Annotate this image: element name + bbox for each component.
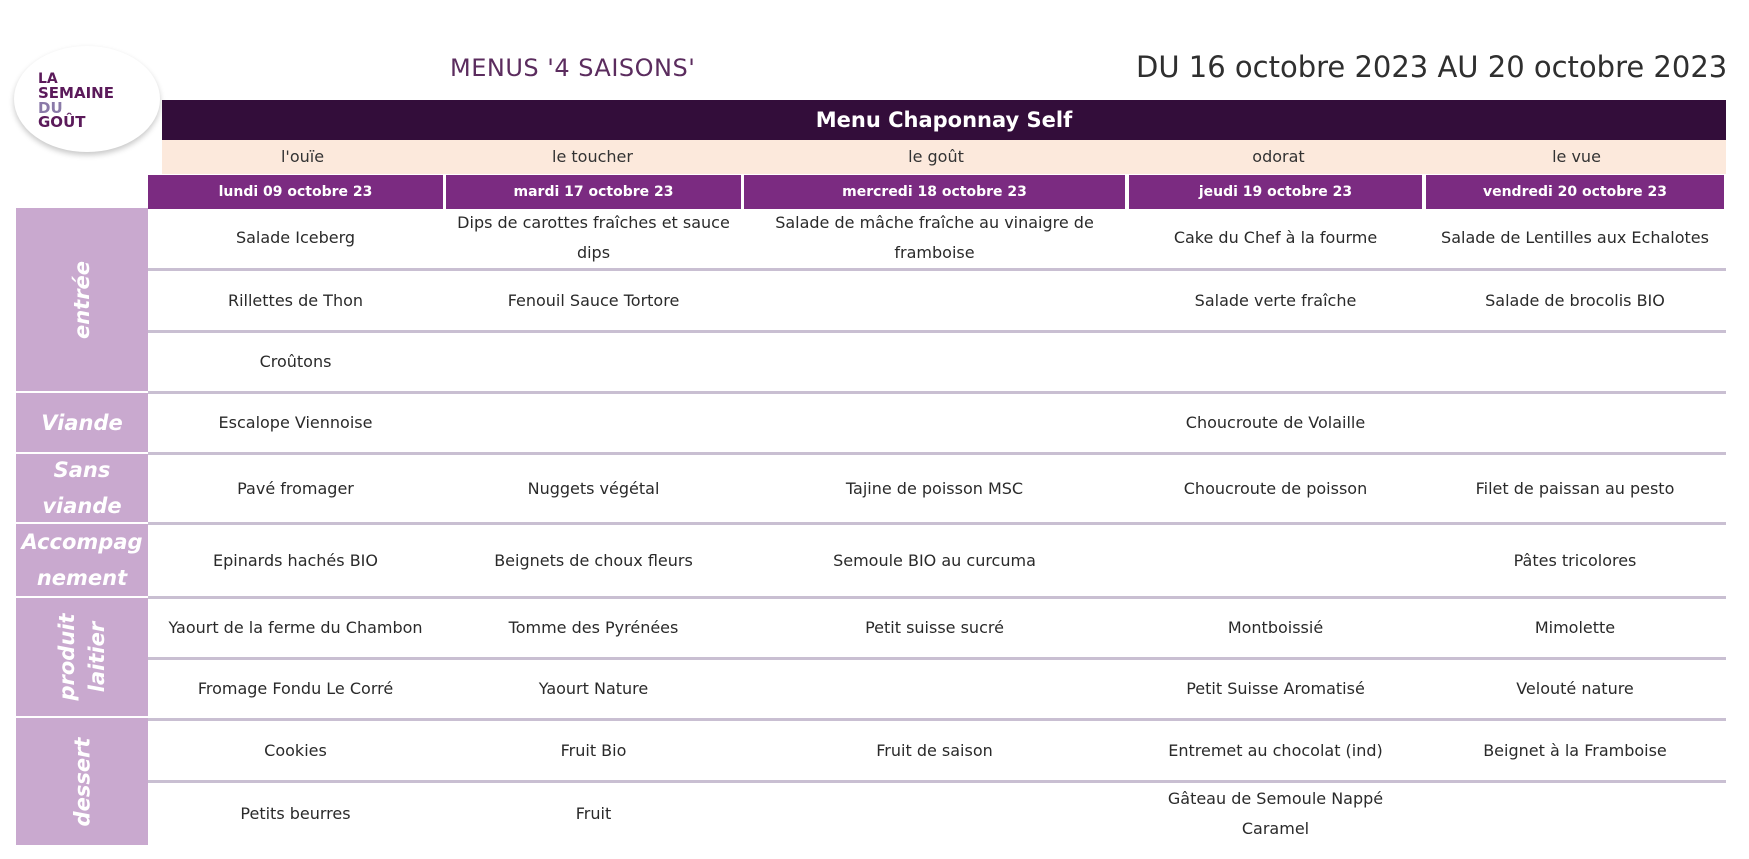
menu-cell: Croûtons — [259, 352, 332, 371]
menu-cell: Cookies — [264, 740, 327, 760]
menu-title: Menu Chaponnay Self — [162, 100, 1726, 140]
sense-label: le toucher — [552, 147, 633, 166]
menu-cell: Fenouil Sauce Tortore — [507, 290, 680, 310]
day-header: lundi 09 octobre 23 — [148, 175, 443, 209]
menu-cell: Velouté nature — [1516, 679, 1634, 698]
menu-row — [148, 208, 1726, 271]
menu-row — [148, 599, 1726, 660]
category-accompagnement: Accompag nement — [16, 524, 148, 596]
category-produit-laitier: produit laitier — [16, 598, 148, 716]
menu-row — [148, 333, 1726, 394]
date-range: DU 16 octobre 2023 AU 20 octobre 2023 — [1136, 50, 1728, 84]
menu-row — [148, 525, 1726, 599]
menu-row — [148, 660, 1726, 721]
logo-line: GOÛT — [38, 113, 86, 131]
menu-cell: Pavé fromager — [237, 478, 354, 498]
menu-cell — [1129, 525, 1422, 596]
menu-cell: Nuggets végétal — [527, 478, 660, 498]
category-viande: Viande — [16, 393, 148, 452]
menu-cell: Salade verte fraîche — [1194, 290, 1357, 310]
menu-cell: Tajine de poisson MSC — [845, 478, 1024, 498]
menu-cell: Mimolette — [1534, 618, 1616, 637]
menu-cell — [744, 271, 1125, 330]
menu-cell: Fruit Bio — [560, 740, 627, 760]
menu-cell: Salade de brocolis BIO — [1485, 290, 1665, 310]
menu-cell: Petits beurres — [240, 804, 351, 823]
menu-cell: Entremet au chocolat (ind) — [1168, 740, 1383, 760]
menu-cell — [744, 783, 1125, 845]
menu-cell: Gâteau de Semoule Nappé Caramel — [1167, 789, 1384, 838]
menu-cell — [1426, 783, 1724, 845]
menu-cell: Pâtes tricolores — [1513, 550, 1637, 570]
menu-row — [148, 783, 1726, 845]
logo-line: DU — [38, 99, 63, 117]
menu-cell: Escalope Viennoise — [218, 413, 373, 432]
menu-cell: Beignets de choux fleurs — [494, 550, 693, 570]
day-header: vendredi 20 octobre 23 — [1426, 175, 1724, 209]
menu-cell: Petit Suisse Aromatisé — [1186, 679, 1365, 698]
menu-row — [148, 721, 1726, 783]
menu-cell: Salade de Lentilles aux Echalotes — [1441, 228, 1709, 247]
day-header: mardi 17 octobre 23 — [446, 175, 741, 209]
logo-line: LA — [38, 71, 58, 87]
category-dessert: dessert — [16, 718, 148, 845]
menu-cell — [1426, 394, 1724, 452]
menu-cell: Semoule BIO au curcuma — [833, 550, 1036, 570]
menu-cell: Montboissié — [1227, 618, 1324, 637]
senses-row — [162, 140, 1726, 174]
menu-row — [148, 271, 1726, 333]
sense-label: le goût — [908, 147, 964, 166]
menu-cell: Fruit — [575, 804, 612, 823]
menu-cell — [1129, 333, 1422, 391]
semaine-du-gout-logo — [14, 46, 160, 152]
menu-cell: Tomme des Pyrénées — [508, 618, 679, 637]
menu-cell: Beignet à la Framboise — [1483, 740, 1667, 760]
menu-cell: Choucroute de poisson — [1183, 478, 1368, 498]
menu-cell — [744, 394, 1125, 452]
menu-cell: Filet de paissan au pesto — [1475, 478, 1675, 498]
day-header: jeudi 19 octobre 23 — [1129, 175, 1422, 209]
menu-cell: Yaourt de la ferme du Chambon — [168, 618, 423, 637]
menu-cell: Salade de mâche fraîche au vinaigre de framboise — [775, 213, 1094, 262]
menu-row — [148, 394, 1726, 455]
menu-cell — [446, 333, 741, 391]
day-header: mercredi 18 octobre 23 — [744, 175, 1125, 209]
menu-cell: Dips de carottes fraîches et sauce dips — [457, 213, 730, 262]
category-sans-viande: Sans viande — [16, 454, 148, 522]
menu-cell: Cake du Chef à la fourme — [1173, 228, 1378, 247]
menu-cell: Epinards hachés BIO — [213, 550, 378, 570]
menu-cell — [744, 660, 1125, 718]
menu-cell: Choucroute de Volaille — [1185, 413, 1366, 432]
menu-cell: Fruit de saison — [876, 740, 993, 760]
menu-cell: Yaourt Nature — [538, 679, 649, 698]
logo-line: SEMAINE — [38, 84, 114, 102]
menu-subtitle: MENUS '4 SAISONS' — [450, 54, 696, 82]
menu-cell — [446, 394, 741, 452]
sense-label: le vue — [1552, 147, 1601, 166]
menu-cell: Rillettes de Thon — [227, 290, 364, 310]
menu-cell: Salade Iceberg — [235, 228, 356, 247]
menu-cell: Fromage Fondu Le Corré — [197, 679, 394, 698]
menu-cell: Petit suisse sucré — [865, 618, 1004, 637]
menu-cell — [1426, 333, 1724, 391]
category-entree: entrée — [16, 208, 148, 391]
menu-cell — [744, 333, 1125, 391]
sense-label: l'ouïe — [280, 147, 325, 166]
menu-row — [148, 455, 1726, 525]
sense-label: odorat — [1252, 147, 1305, 166]
